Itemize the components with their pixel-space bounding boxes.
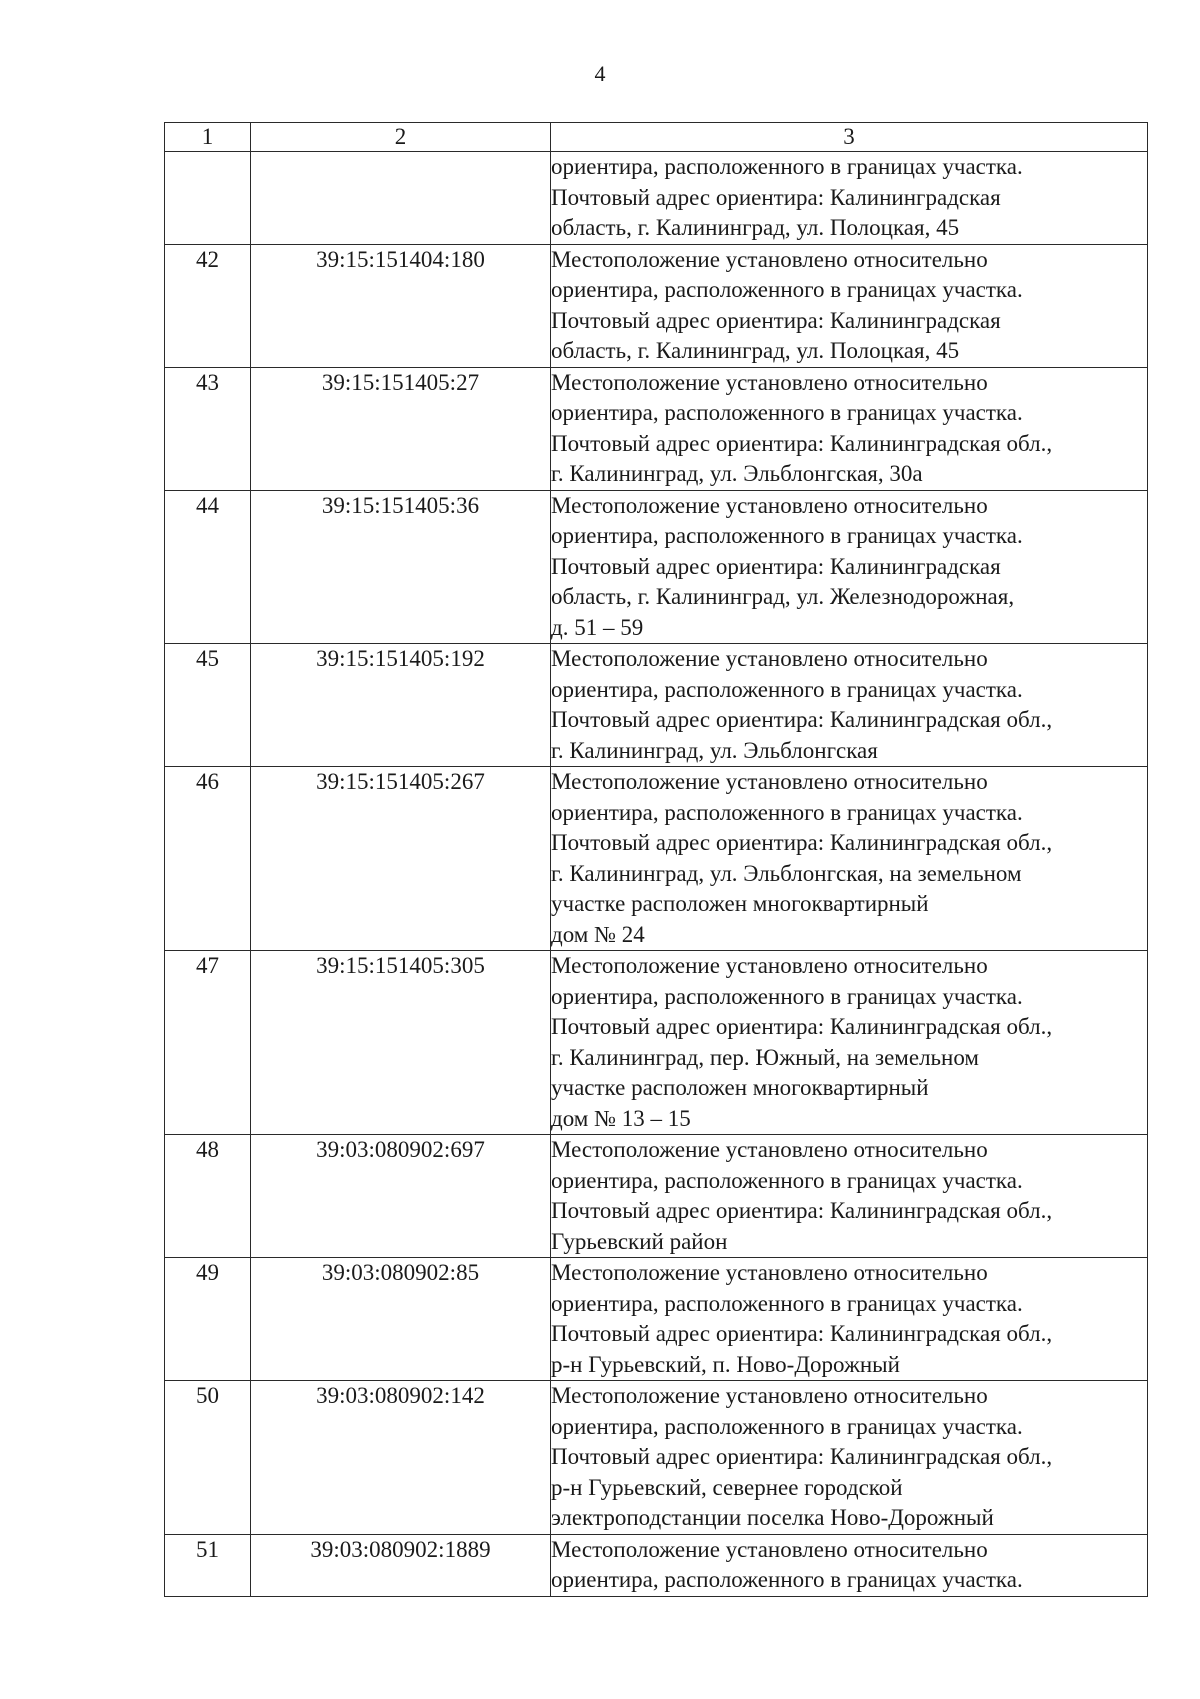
description-line: Почтовый адрес ориентира: Калининградская обл., [551, 830, 1053, 855]
table-body [165, 152, 1148, 1597]
description-line: д. 51 – 59 [551, 614, 644, 640]
description-line: г. Калининград, ул. Эльблонгская, на земельном [551, 860, 1022, 886]
description-line: ориентира, расположенного в границах участка. [551, 1413, 1023, 1439]
cadastral-number: 39:15:151405:36 [251, 490, 551, 644]
row-number: 51 [165, 1534, 251, 1596]
cadastral-number: 39:03:080902:142 [251, 1381, 551, 1535]
description-line: дом № 24 [551, 921, 645, 947]
description-line: Почтовый адрес ориентира: Калининградская [551, 184, 1001, 210]
header-col-1: 1 [165, 123, 251, 152]
row-number: 43 [165, 367, 251, 490]
row-number: 48 [165, 1135, 251, 1258]
row-number: 50 [165, 1381, 251, 1535]
description-line: ориентира, расположенного в границах участка. [551, 277, 1023, 302]
table-row [165, 490, 1148, 644]
table-header-row [165, 123, 1148, 152]
table-row [165, 767, 1148, 951]
description-line: ориентира, расположенного в границах участка. [551, 799, 1023, 825]
table-row [165, 1135, 1148, 1258]
cadastral-number: 39:03:080902:697 [251, 1135, 551, 1258]
header-col-3: 3 [551, 123, 1148, 152]
location-description [551, 1258, 1148, 1381]
description-line: Местоположение установлено относительно [551, 1137, 988, 1162]
location-description [551, 490, 1148, 644]
cadastral-number: 39:15:151405:305 [251, 951, 551, 1135]
description-line: участке расположен многоквартирный [551, 1075, 929, 1100]
page-number: 4 [594, 61, 606, 86]
description-line: Почтовый адрес ориентира: Калининградская обл., [551, 1198, 1053, 1223]
location-description [551, 1381, 1148, 1535]
description-line: г. Калининград, ул. Эльблонгская, 30а [551, 461, 923, 486]
table-row [165, 1534, 1148, 1596]
description-line: Местоположение установлено относительно [551, 1260, 988, 1285]
row-number: 46 [165, 767, 251, 951]
location-description [551, 767, 1148, 951]
cadastral-number: 39:03:080902:85 [251, 1258, 551, 1381]
description-line: участке расположен многоквартирный [551, 891, 929, 916]
description-line: р-н Гурьевский, севернее городской [551, 1474, 903, 1500]
header-col-2: 2 [251, 123, 551, 152]
description-line: г. Калининград, ул. Эльблонгская [551, 737, 878, 763]
table-row [165, 644, 1148, 767]
table-row [165, 1258, 1148, 1381]
description-line: Местоположение установлено относительно [551, 646, 988, 671]
description-line: Почтовый адрес ориентира: Калининградская обл., [551, 1444, 1053, 1469]
description-line: ориентира, расположенного в границах участка. [551, 154, 1023, 179]
row-number [165, 152, 251, 245]
description-line: Местоположение установлено относительно [551, 1536, 988, 1562]
description-line: ориентира, расположенного в границах участка. [551, 1290, 1023, 1316]
description-line: Местоположение установлено относительно [551, 1383, 988, 1408]
description-line: ориентира, расположенного в границах участка. [551, 1167, 1023, 1193]
description-line: Почтовый адрес ориентира: Калининградская обл., [551, 430, 1053, 456]
row-number: 49 [165, 1258, 251, 1381]
description-line: г. Калининград, пер. Южный, на земельном [551, 1044, 979, 1070]
description-line: Почтовый адрес ориентира: Калининградская [551, 307, 1001, 333]
location-description [551, 1135, 1148, 1258]
description-line: ориентира, расположенного в границах участка. [551, 523, 1023, 548]
description-line: Местоположение установлено относительно [551, 492, 988, 518]
row-number: 47 [165, 951, 251, 1135]
description-line: Гурьевский район [551, 1228, 728, 1254]
description-line: Почтовый адрес ориентира: Калининградская обл., [551, 707, 1053, 732]
description-line: ориентира, расположенного в границах участка. [551, 1567, 1023, 1592]
description-line: р-н Гурьевский, п. Ново-Дорожный [551, 1351, 900, 1377]
description-line: область, г. Калининград, ул. Железнодорожная, [551, 584, 1015, 609]
cadastral-number: 39:15:151405:267 [251, 767, 551, 951]
description-line: Местоположение установлено относительно [551, 769, 988, 794]
table-row [165, 951, 1148, 1135]
location-description [551, 1534, 1148, 1596]
description-line: ориентира, расположенного в границах участка. [551, 676, 1023, 702]
description-line: Местоположение установлено относительно [551, 953, 988, 978]
cadastral-number: 39:15:151405:192 [251, 644, 551, 767]
description-line: электроподстанции поселка Ново-Дорожный [551, 1505, 994, 1530]
cadastral-number [251, 152, 551, 245]
location-description [551, 644, 1148, 767]
location-description [551, 152, 1148, 245]
description-line: Почтовый адрес ориентира: Калининградская [551, 553, 1001, 579]
row-number: 42 [165, 244, 251, 367]
description-line: Местоположение установлено относительно [551, 246, 988, 272]
location-description [551, 244, 1148, 367]
description-line: область, г. Калининград, ул. Полоцкая, 45 [551, 215, 960, 240]
table-row [165, 244, 1148, 367]
description-line: Почтовый адрес ориентира: Калининградская обл., [551, 1321, 1053, 1346]
location-description [551, 367, 1148, 490]
location-description [551, 951, 1148, 1135]
description-line: область, г. Калининград, ул. Полоцкая, 45 [551, 338, 960, 363]
description-line: ориентира, расположенного в границах участка. [551, 983, 1023, 1009]
description-line: Почтовый адрес ориентира: Калининградская обл., [551, 1014, 1053, 1039]
land-plots-table [164, 122, 1148, 1597]
table-row [165, 367, 1148, 490]
cadastral-number: 39:03:080902:1889 [251, 1534, 551, 1596]
description-line: Местоположение установлено относительно [551, 369, 988, 395]
description-line: дом № 13 – 15 [551, 1105, 691, 1131]
table-row [165, 152, 1148, 245]
table-row [165, 1381, 1148, 1535]
row-number: 45 [165, 644, 251, 767]
cadastral-number: 39:15:151404:180 [251, 244, 551, 367]
description-line: ориентира, расположенного в границах участка. [551, 400, 1023, 425]
row-number: 44 [165, 490, 251, 644]
cadastral-number: 39:15:151405:27 [251, 367, 551, 490]
